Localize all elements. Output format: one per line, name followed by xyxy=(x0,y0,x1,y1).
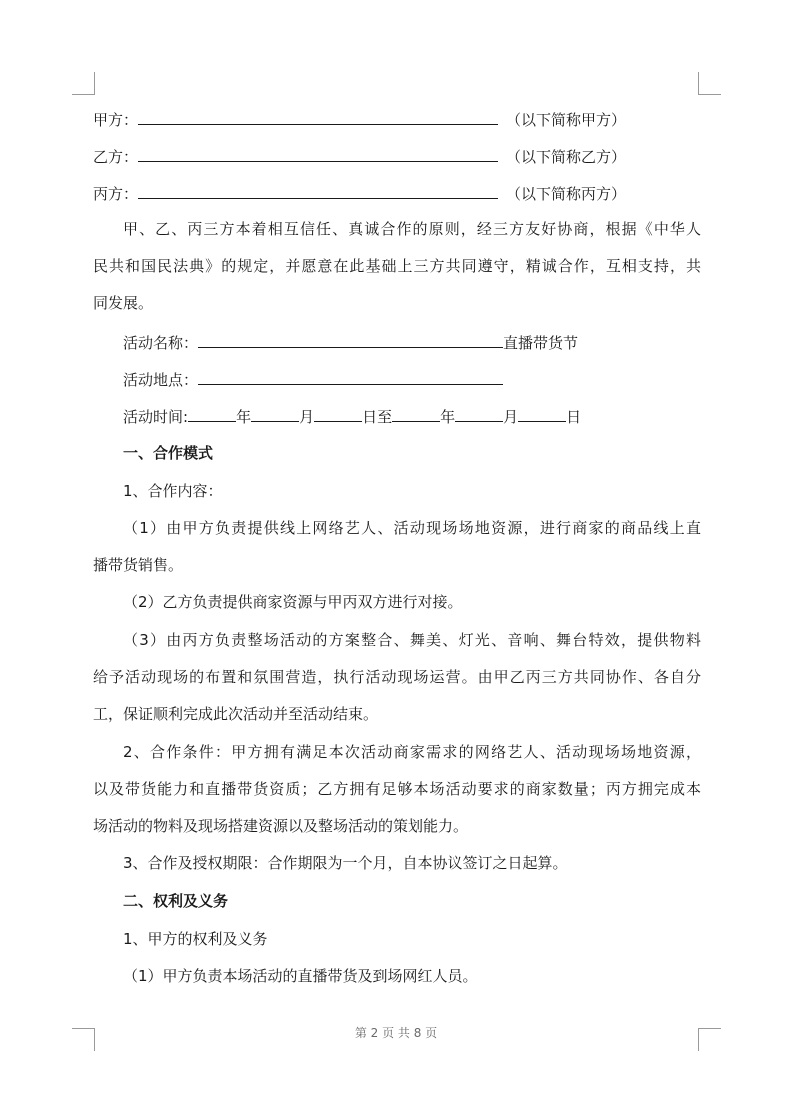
end-year-blank[interactable] xyxy=(392,405,440,422)
section-1-p3-line-2: 给予活动现场的布置和氛围营造，执行活动现场运营。由甲乙丙三方共同协作、各自分 xyxy=(93,668,701,686)
start-year-unit: 年 xyxy=(236,408,252,426)
section-1-item-2-line-2: 以及带货能力和直播带货资质；乙方拥有足够本场活动要求的商家数量；丙方拥完成本 xyxy=(93,780,701,798)
activity-name-line xyxy=(123,331,701,353)
party-c-blank[interactable] xyxy=(138,182,498,199)
party-a-line xyxy=(93,108,701,130)
activity-place-label: 活动地点： xyxy=(123,371,199,389)
corner-mark-top-right xyxy=(698,72,721,95)
party-c-line xyxy=(93,182,701,204)
activity-name-suffix: 直播带货节 xyxy=(503,334,579,352)
end-year-unit: 年 xyxy=(440,408,456,426)
end-month-blank[interactable] xyxy=(455,405,503,422)
activity-time-label: 活动时间: xyxy=(123,408,189,426)
activity-time-line xyxy=(123,405,701,427)
end-day-blank[interactable] xyxy=(518,405,566,422)
start-year-blank[interactable] xyxy=(188,405,236,422)
party-b-line xyxy=(93,145,701,167)
intro-line-3: 同发展。 xyxy=(93,294,154,312)
activity-name-label: 活动名称： xyxy=(123,334,199,352)
section-1-item-3: 3、合作及授权期限：合作期限为一个月，自本协议签订之日起算。 xyxy=(123,854,568,872)
end-day-unit: 日 xyxy=(566,408,582,426)
section-1-item-2-line-3: 场活动的物料及现场搭建资源以及整场活动的策划能力。 xyxy=(93,817,469,835)
activity-place-blank[interactable] xyxy=(198,368,503,385)
corner-mark-top-left xyxy=(72,72,95,95)
section-1-p2: （2）乙方负责提供商家资源与甲丙双方进行对接。 xyxy=(123,593,463,611)
start-day-unit: 日至 xyxy=(362,408,393,426)
intro-line-1: 甲、乙、丙三方本着相互信任、真诚合作的原则，经三方友好协商，根据《中华人 xyxy=(123,220,701,238)
section-1-p3-line-3: 工，保证顺利完成此次活动并至活动结束。 xyxy=(93,705,379,723)
section-1-p3-line-1: （3）由丙方负责整场活动的方案整合、舞美、灯光、音响、舞台特效，提供物料 xyxy=(123,631,701,649)
section-2-item-1-title: 1、甲方的权利及义务 xyxy=(123,930,268,948)
section-1-item-2-line-1: 2、合作条件：甲方拥有满足本次活动商家需求的网络艺人、活动现场场地资源， xyxy=(123,743,701,761)
section-1-item-1-title: 1、合作内容： xyxy=(123,482,223,500)
party-b-suffix: （以下简称乙方） xyxy=(506,148,627,166)
party-b-blank[interactable] xyxy=(138,145,498,162)
section-1-heading: 一、合作模式 xyxy=(123,444,214,462)
start-day-blank[interactable] xyxy=(314,405,362,422)
activity-place-line xyxy=(123,368,701,390)
party-a-label: 甲方： xyxy=(93,111,139,129)
section-2-p1: （1）甲方负责本场活动的直播带货及到场网红人员。 xyxy=(123,967,478,985)
start-month-blank[interactable] xyxy=(251,405,299,422)
party-b-label: 乙方： xyxy=(93,148,139,166)
party-c-label: 丙方： xyxy=(93,185,139,203)
end-month-unit: 月 xyxy=(503,408,519,426)
activity-name-blank[interactable] xyxy=(198,331,503,348)
intro-line-2: 民共和国民法典》的规定，并愿意在此基础上三方共同遵守，精诚合作，互相支持，共 xyxy=(93,257,701,275)
party-a-suffix: （以下简称甲方） xyxy=(506,111,627,129)
section-1-p1-line-2: 播带货销售。 xyxy=(93,556,184,574)
section-1-p1-line-1: （1）由甲方负责提供线上网络艺人、活动现场场地资源，进行商家的商品线上直 xyxy=(123,519,701,537)
party-a-blank[interactable] xyxy=(138,108,498,125)
party-c-suffix: （以下简称丙方） xyxy=(506,185,627,203)
page-number-footer: 第 2 页 共 8 页 xyxy=(354,1026,438,1040)
start-month-unit: 月 xyxy=(299,408,315,426)
section-2-heading: 二、权利及义务 xyxy=(123,892,229,910)
